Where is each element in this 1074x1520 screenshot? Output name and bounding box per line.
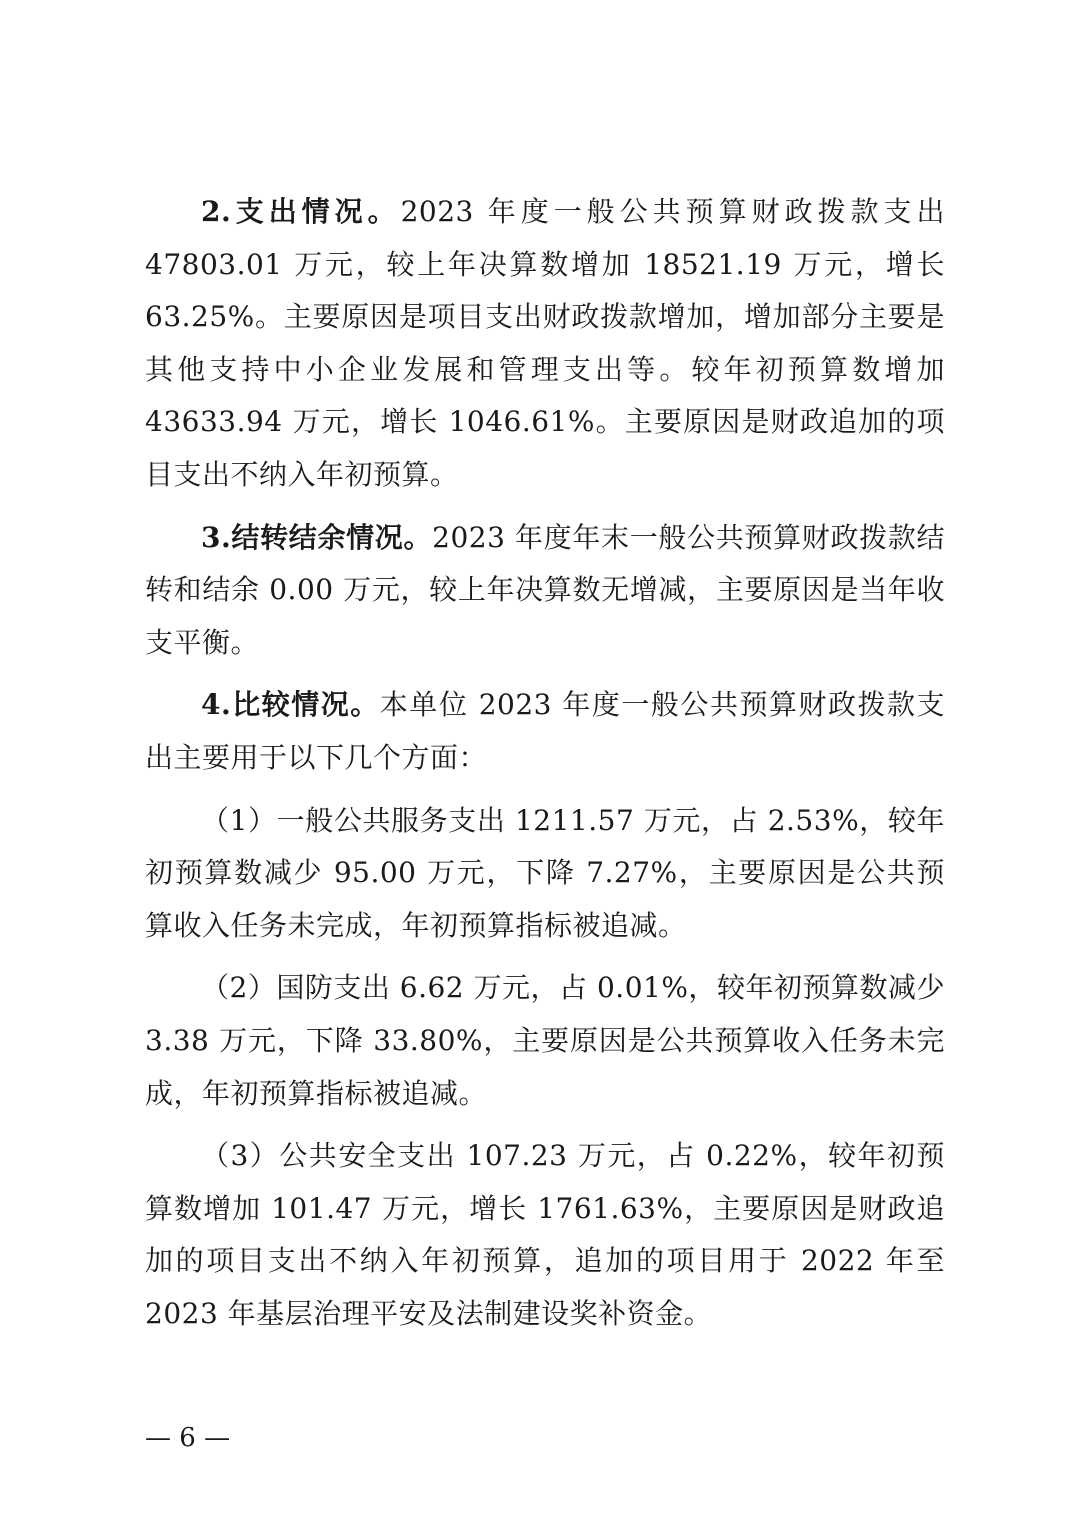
paragraph-carryover <box>145 512 945 670</box>
paragraph-expenditure <box>145 186 945 502</box>
paragraph-text: 本单位 2023 年度一般公共预算财政拨款支出主要用于以下几个方面： <box>145 688 946 774</box>
paragraph-text: 2023 年度一般公共预算财政拨款支出 47803.01 万元，较上年决算数增加 18521.19 万元，增长 63.25%。主要原因是项目支出财政拨款增加，增加部分主要是其他支持中小企业发展和管理支出等。较年初预算数增加 43633.94 万元，增长 1046.61%。主要原因是财政追加的项目支出不纳入年初预算。 <box>145 195 945 491</box>
paragraph-text: （2）国防支出 6.62 万元，占 0.01%，较年初预算数减少 3.38 万元，下降 33.80%，主要原因是公共预算收入任务未完成，年初预算指标被追减。 <box>145 971 945 1110</box>
paragraph-item-2 <box>145 962 945 1120</box>
paragraph-lead: 2.支出情况。 <box>201 195 401 228</box>
page-number: — 6 — <box>145 1423 231 1453</box>
paragraph-lead: 3.结转结余情况。 <box>201 520 433 554</box>
document-body <box>145 186 945 1350</box>
paragraph-item-3 <box>145 1130 945 1340</box>
paragraph-item-1 <box>145 795 945 953</box>
paragraph-text: （3）公共安全支出 107.23 万元，占 0.22%，较年初预算数增加 101.47 万元，增长 1761.63%，主要原因是财政追加的项目支出不纳入年初预算，追加的项目用于 2022 年至 2023 年基层治理平安及法制建设奖补资金。 <box>145 1139 945 1330</box>
paragraph-text: （1）一般公共服务支出 1211.57 万元，占 2.53%，较年初预算数减少 95.00 万元，下降 7.27%，主要原因是公共预算收入任务未完成，年初预算指标被追减。 <box>145 803 945 942</box>
paragraph-comparison <box>145 679 945 784</box>
paragraph-lead: 4.比较情况。 <box>201 688 380 722</box>
paragraph-text: 2023 年度年末一般公共预算财政拨款结转和结余 0.00 万元，较上年决算数无增减，主要原因是当年收支平衡。 <box>145 520 945 659</box>
